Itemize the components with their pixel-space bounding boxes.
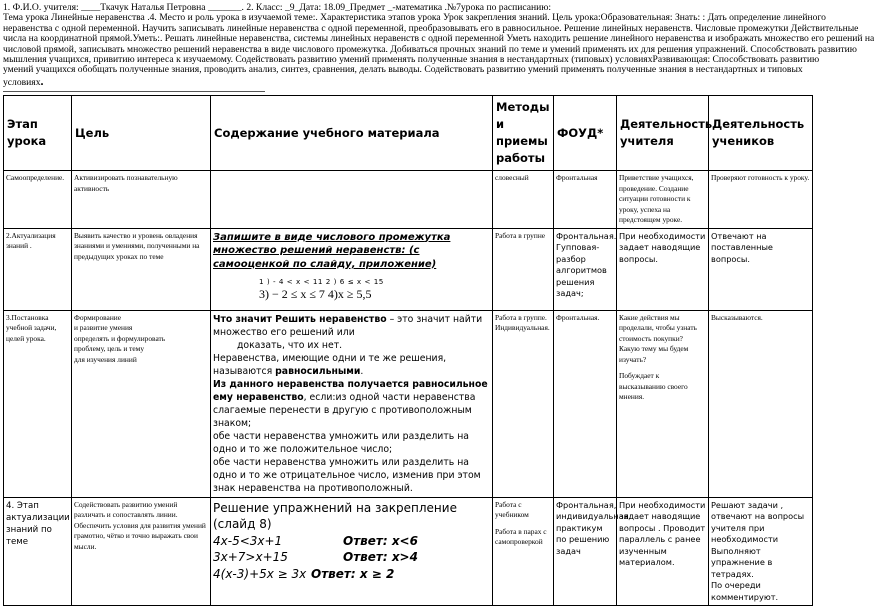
cell-methods: Работа в группе. Индивидуальная. bbox=[493, 310, 554, 497]
cell-foud: Фронтальная. bbox=[554, 310, 617, 497]
cell-content: Решение упражнений на закрепление (слайд 8) 4х-5<3х+1 Ответ: х<6 3х+7>х+15 Ответ: х>4 4(х-3)+5х ≥ 3х Ответ: х ≥ 2 bbox=[211, 497, 493, 606]
col-header-stage: Этап урока bbox=[4, 96, 72, 171]
cell-foud: Фронтальная, индивидуальная. практикум по решению задач bbox=[554, 497, 617, 606]
inequalities-3-4: 3) − 2 ≤ x ≤ 7 4)x ≥ 5,5 bbox=[259, 287, 372, 302]
header-line: неравенства с одной переменной. Научить записывать линейные неравенства с одной переменной, преобразовывать его в равносильное. Решение линейных неравенств. Числовые промежутки Действительные bbox=[3, 22, 859, 34]
cell-stage: 4. Этап актуализации знаний по теме bbox=[4, 497, 72, 606]
col-header-content: Содержание учебного материала bbox=[211, 96, 493, 171]
table-row bbox=[4, 228, 813, 310]
cell-teacher: При необходимости задает наводящие вопросы . Проводит параллель с ранее изученным материалом. bbox=[617, 497, 709, 606]
cell-content bbox=[211, 228, 493, 310]
cell-content bbox=[211, 171, 493, 229]
header-line: умений учащихся обобщать полученные знания, проводить анализ, синтез, сравнения, делать выводы. Содействовать развитию умений применять полученные знания в нестандартных и типовых bbox=[3, 64, 803, 76]
cell-foud: Фронтальная. Гупповая-разбор алгоритмов решения задач; bbox=[554, 228, 617, 310]
cell-methods: Работа с учебником Работа в парах с самопроверкой bbox=[493, 497, 554, 606]
header-line: условиях. bbox=[3, 73, 44, 88]
cell-teacher: Приветствие учащихся, проведение. Создание ситуации готовности к уроку, успеха на предстоящем уроке. bbox=[617, 171, 709, 229]
cell-goal: Формирование и развитие умения определять и формулировать проблему, цель и тему для изучения линий bbox=[72, 310, 211, 497]
task-text: Запишите в виде числового промежутка множество решений неравенств: (с самооценкой по слайду, приложение) bbox=[213, 231, 451, 270]
cell-students: Высказываются. bbox=[709, 310, 813, 497]
cell-content: Что значит Решить неравенство – это значит найти множество его решений или доказать, что их нет. Неравенства, имеющие одни и те же решения, называются равносильными. Из данного неравенства получается равносильное ему неравенство, если:из одной части неравенства слагаемые перенести в другую с противоположным знаком; обе части неравенства умножить или разделить на одно и то же положительное число; обе части неравенства умножить или разделить на одно и то же отрицательное число, изменив при этом знак неравенства на противоположный. bbox=[211, 310, 493, 497]
cell-stage: 3.Постановка учебной задачи, целей урока. bbox=[4, 310, 72, 497]
cell-stage: 2.Актуализация знаний . bbox=[4, 228, 72, 310]
header-line: числовой прямой, записывать множество решений неравенства в виде числового промежутка. Добиваться прочных знаний по теме и умений применять их для решения упражнений. Способствовать развитию bbox=[3, 43, 857, 55]
table-header-row bbox=[4, 96, 813, 171]
header-line: числа на координатной прямой.Уметь:. Решать линейные неравенства, системы линейных неравенств с одной переменной Уметь находить решение линейного неравенства и изображать множество его решений на bbox=[3, 33, 874, 45]
header-line: Тема урока Линейные неравенства .4. Место и роль урока в изучаемой теме:. Характеристика этапов урока Урок закрепления знаний. Цель урока:Образовательная: Знать: : Дать определение линейного bbox=[3, 12, 826, 24]
cell-students: Решают задачи , отвечают на вопросы учителя при необходимости Выполняют упражнение в тетрадях. По очереди комментируют. bbox=[709, 497, 813, 606]
col-header-foud: ФОУД* bbox=[554, 96, 617, 171]
cell-students: Отвечают на поставленные вопросы. bbox=[709, 228, 813, 310]
cell-goal: Содействовать развитию умений различать и сопоставлять линии. Обеспечить условия для развития умений грамотно, чётко и точно выражать свои мысли. bbox=[72, 497, 211, 606]
cell-methods: словесный bbox=[493, 171, 554, 229]
cell-goal: Выявить качество и уровень овладения знаниями и умениями, полученными на предыдущих уроках по теме bbox=[72, 228, 211, 310]
cell-goal: Активизировать познавательную активность bbox=[72, 171, 211, 229]
divider bbox=[3, 91, 265, 92]
col-header-methods: Методы и приемы работы bbox=[493, 96, 554, 171]
lesson-plan-table bbox=[3, 95, 813, 606]
cell-stage: Самоопределение. bbox=[4, 171, 72, 229]
col-header-goal: Цель bbox=[72, 96, 211, 171]
cell-foud: Фронтальная bbox=[554, 171, 617, 229]
lesson-header bbox=[3, 2, 874, 88]
col-header-teacher: Деятельность учителя bbox=[617, 96, 709, 171]
cell-methods: Работа в групне bbox=[493, 228, 554, 310]
cell-teacher: При необходимости задает наводящие вопросы. bbox=[617, 228, 709, 310]
cell-students: Проверяют готовность к уроку. bbox=[709, 171, 813, 229]
inequalities-1-2: 1 ) - 4 < x < 11 2 ) 6 ≤ x < 15 bbox=[259, 277, 384, 287]
table-row bbox=[4, 310, 813, 497]
cell-teacher: Какие действия мы проделали, чтобы узнать стоимость покупки? Какую тему мы будем изучать? Побуждает к высказыванию своего мнения. bbox=[617, 310, 709, 497]
col-header-students: Деятельность учеников bbox=[709, 96, 813, 171]
header-line: мышления учащихся, привитию интереса к изучаемому. Содействовать развитию умений применять полученные знания в нестандартных (типовых) условияхРазвивающая: Способствовать развитию bbox=[3, 54, 820, 66]
table-row bbox=[4, 171, 813, 229]
table-row bbox=[4, 497, 813, 606]
header-line: 1. Ф.И.О. учителя: ____Ткачук Наталья Петровна _______. 2. Класс: _9_Дата: 18.09_Предмет _-математика .№7урока по расписанию: bbox=[3, 2, 552, 13]
